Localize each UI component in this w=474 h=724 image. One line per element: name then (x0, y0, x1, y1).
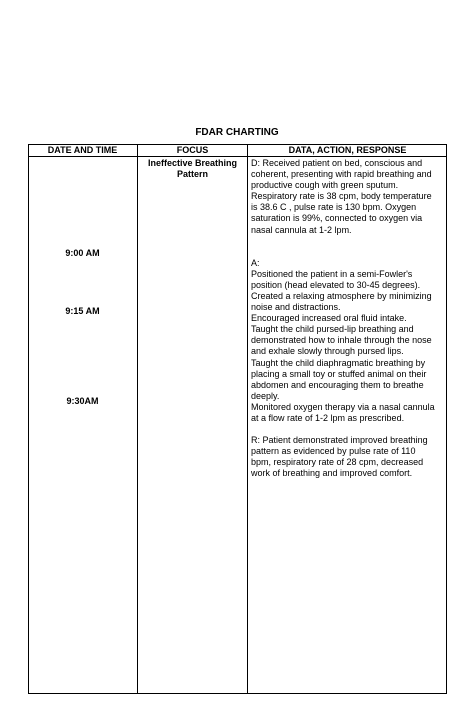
data-section: D: Received patient on bed, conscious and coherent, presenting with rapid breathing and productive cough with green sputum. Respiratory rate is 38 cpm, body temperature is 38.6 C , pulse rate is 130 bpm. Oxygen saturation is 99%, connected to oxygen via nasal cannula at 1-2 lpm. (251, 158, 432, 235)
action-section: A: Positioned the patient in a semi-Fowler's position (head elevated to 30-45 degrees). Created a relaxing atmosphere by minimizing noise and distractions. Encouraged increased oral fluid intake. Taught the child pursed-lip breathing and demonstrated how to inhale through the nose and exhale slowly through pursed lips. Taught the child diaphragmatic breathing by placing a small toy or stuffed animal on their abdomen and encouraging them to breathe deeply. Monitored oxygen therapy via a nasal cannula at a flow rate of 1-2 lpm as prescribed. (251, 257, 435, 423)
page-title: FDAR CHARTING (195, 127, 279, 138)
time-entry: 9:00 AM (65, 248, 100, 258)
header-data-action-response: DATA, ACTION, RESPONSE (288, 145, 407, 155)
focus-text: Ineffective Breathing Pattern (147, 158, 238, 179)
column-divider (247, 144, 248, 694)
response-section: R: Patient demonstrated improved breathing pattern as evidenced by pulse rate of 110 bpm, respiratory rate of 28 cpm, decreased work of breathing and improved comfort. (251, 435, 428, 479)
column-divider (137, 144, 138, 694)
header-date-time: DATE AND TIME (47, 145, 118, 155)
focus-cell (138, 158, 247, 180)
dar-cell (251, 158, 445, 479)
header-divider (28, 156, 447, 157)
fdar-table (28, 144, 447, 694)
time-entry: 9:30AM (66, 396, 99, 406)
header-focus: FOCUS (176, 145, 209, 155)
time-entry: 9:15 AM (65, 306, 100, 316)
